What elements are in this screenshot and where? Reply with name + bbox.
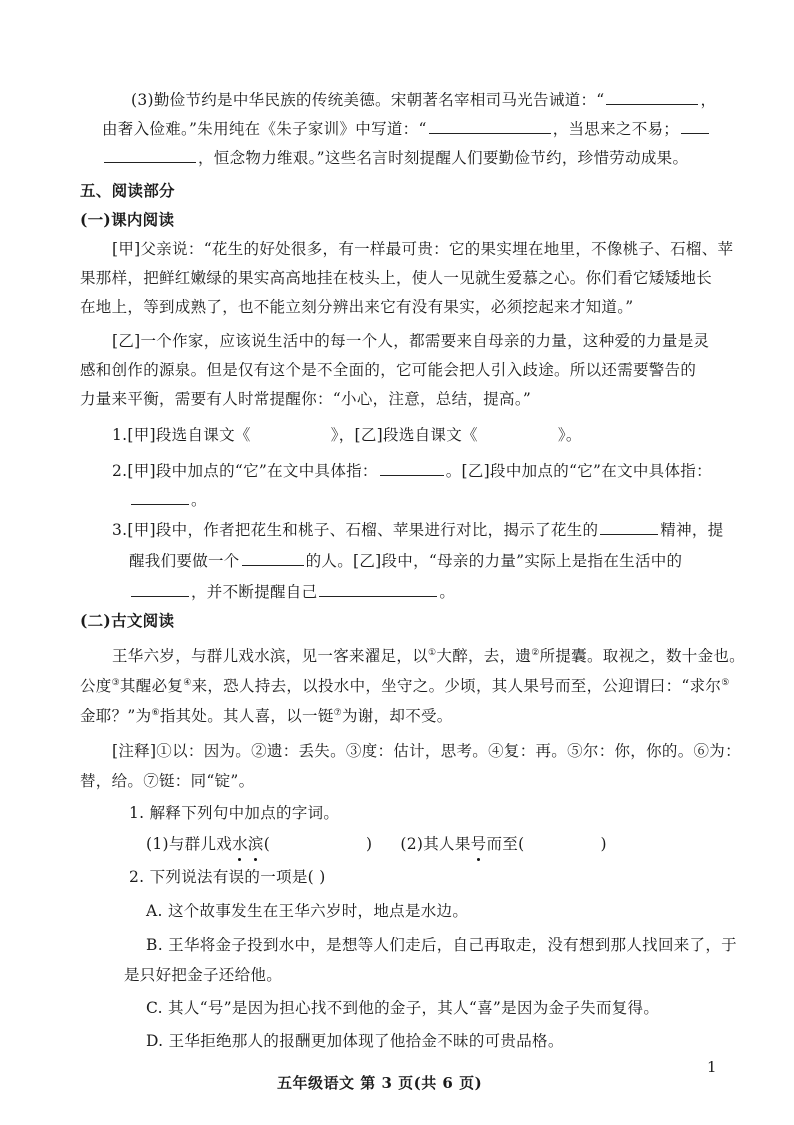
classical-passage-line-3: 金耶？”为⑥指其处。其人喜，以一铤⑦为谢，却不受。 bbox=[80, 707, 453, 725]
answer-blank[interactable] bbox=[380, 459, 444, 476]
option-d[interactable]: D. 王华拒绝那人的报酬更加体现了他拾金不昧的可贵品格。 bbox=[146, 1032, 564, 1050]
q3-line-3: ，恒念物力维艰。”这些名言时刻提醒人们要勤俭节约，珍惜劳动成果。 bbox=[102, 146, 688, 169]
passage-jia-line-3: 在地上，等到成熟了，也不能立刻分辨出来它有没有果实，必须挖起来才知道。” bbox=[80, 298, 634, 316]
passage-yi-line-2: 感和创作的源泉。但是仅有这个是不全面的，它可能会把人引入歧途。所以还需要警告的 bbox=[80, 361, 697, 379]
answer-blank[interactable] bbox=[600, 518, 658, 535]
subsection-title-classical: (二)古文阅读 bbox=[80, 611, 175, 630]
answer-blank[interactable] bbox=[131, 580, 189, 597]
question-1-source: 1.[甲]段选自课文《 》，[乙]段选自课文《 》。 bbox=[112, 426, 582, 444]
section-title-reading: 五、阅读部分 bbox=[80, 181, 175, 200]
option-a[interactable]: A. 这个故事发生在王华六岁时，地点是水边。 bbox=[146, 902, 469, 920]
classical-passage-line-1: 王华六岁，与群儿戏水滨，见一客来濯足，以①大醉，去，遗②所提囊。取视之，数十金也。 bbox=[112, 647, 745, 665]
answer-blank[interactable] bbox=[429, 117, 551, 134]
question-3-line-2: 醒我们要做一个 的人。[乙]段中，“母亲的力量”实际上是指在生活中的 bbox=[129, 549, 682, 572]
answer-blank[interactable] bbox=[681, 117, 709, 134]
annotation-line-1: [注释]①以：因为。②遗：丢失。③度：估计，思考。④复：再。⑤尔：你，你的。⑥为： bbox=[112, 742, 741, 760]
answer-blank[interactable] bbox=[242, 549, 304, 566]
classical-question-1-items: (1)与群儿戏水滨( ) (2)其人果号而至( ) bbox=[146, 835, 607, 853]
answer-blank[interactable] bbox=[131, 488, 189, 505]
classical-passage-line-2: 公度③其醒必复④来，恐人持去，以投水中，坐守之。少顷，其人果号而至，公迎谓曰：“求尔⑤ bbox=[80, 677, 730, 695]
classical-question-2: 2. 下列说法有误的一项是( ) bbox=[129, 868, 326, 886]
passage-yi-line-1: [乙]一个作家，应该说生活中的每一个人，都需要来自母亲的力量，这种爱的力量是灵 bbox=[112, 332, 710, 350]
question-2-line-2: 。 bbox=[129, 488, 207, 511]
passage-yi-line-3: 力量来平衡，需要有人时常提醒你：“小心，注意，总结，提高。” bbox=[80, 390, 532, 408]
option-c[interactable]: C. 其人“号”是因为担心找不到他的金子，其人“喜”是因为金子失而复得。 bbox=[146, 999, 660, 1017]
answer-blank[interactable] bbox=[319, 580, 437, 597]
subsection-title-in-class: (一)课内阅读 bbox=[80, 210, 175, 229]
answer-blank[interactable] bbox=[606, 88, 698, 105]
q3-line-1: (3)勤俭节约是中华民族的传统美德。宋朝著名宰相司马光告诫道：“ ， bbox=[131, 88, 716, 111]
option-b-line-2: 是只好把金子还给他。 bbox=[124, 966, 283, 984]
passage-jia-line-2: 果那样，把鲜红嫩绿的果实高高地挂在枝头上，使人一见就生爱慕之心。你们看它矮矮地长 bbox=[80, 269, 713, 287]
answer-blank[interactable] bbox=[104, 146, 196, 163]
corner-page-number: 1 bbox=[707, 1058, 717, 1076]
question-3-line-3: ，并不断提醒自己 。 bbox=[129, 580, 455, 603]
question-2-line-1: 2.[甲]段中加点的“它”在文中具体指： 。[乙]段中加点的“它”在文中具体指： bbox=[112, 459, 712, 482]
passage-jia-line-1: [甲]父亲说：“花生的好处很多，有一样最可贵：它的果实埋在地里，不像桃子、石榴、苹 bbox=[112, 240, 734, 258]
classical-question-1: 1. 解释下列句中加点的字词。 bbox=[129, 804, 340, 822]
option-b-line-1[interactable]: B. 王华将金子投到水中，是想等人们走后，自己再取走，没有想到那人找回来了，于 bbox=[146, 936, 737, 954]
question-3-line-1: 3.[甲]段中，作者把花生和桃子、石榴、苹果进行对比，揭示了花生的 精神，提 bbox=[112, 518, 724, 541]
page-footer: 五年级语文 第 3 页(共 6 页) bbox=[277, 1074, 483, 1092]
emphasis-dot-char: 滨 bbox=[247, 835, 264, 853]
emphasis-dot-char: 水 bbox=[232, 835, 248, 853]
q3-line-2: 由奢入俭难。”朱用纯在《朱子家训》中写道：“ ，当思来之不易； bbox=[102, 117, 711, 140]
emphasis-dot-char: 号 bbox=[470, 835, 487, 853]
annotation-line-2: 替，给。⑦铤：同“锭”。 bbox=[80, 772, 255, 790]
